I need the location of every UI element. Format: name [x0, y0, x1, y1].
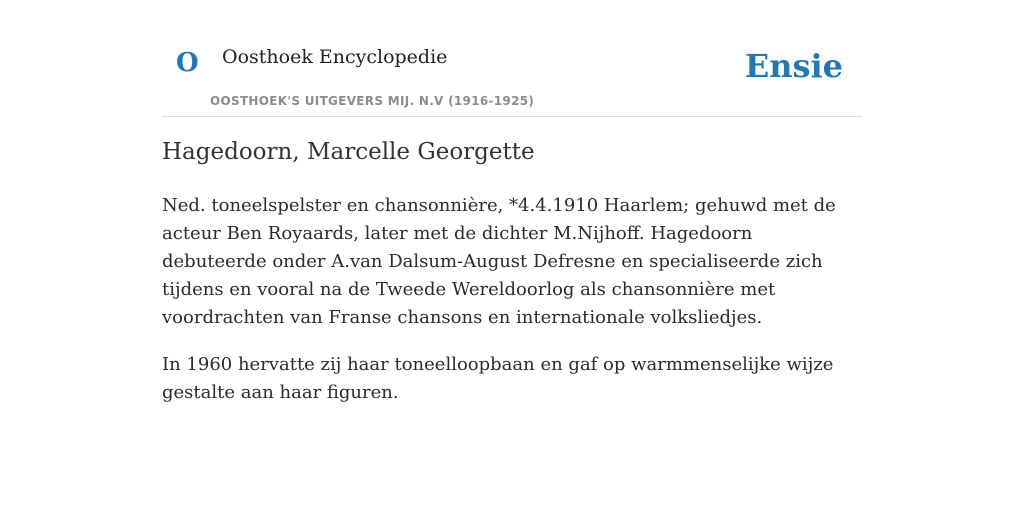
publisher-label: OOSTHOEK'S UITGEVERS MIJ. N.V (1916-1925) [210, 94, 535, 108]
entry-body [162, 192, 862, 426]
ensie-brand-link[interactable]: Ensie [744, 47, 843, 85]
entry-title: Hagedoorn, Marcelle Georgette [162, 139, 535, 165]
source-header [162, 0, 862, 117]
source-logo[interactable]: O [176, 48, 199, 78]
entry-paragraph: In 1960 hervatte zij haar toneelloopbaan en gaf op warmmenselijke wijze gestalte aan haar figuren. [162, 354, 834, 403]
page-container [162, 0, 862, 403]
entry-paragraph: Ned. toneelspelster en chansonnière, *4.4.1910 Haarlem; gehuwd met de acteur Ben Royaards, later met de dichter M.Nijhoff. Hagedoorn debuteerde onder A.van Dalsum-August Defresne en specialiseerde zich tijdens en vooral na de Tweede Wereldoorlog als chansonnière met voordrachten van Franse chansons en internationale volksliedjes. [162, 195, 836, 328]
source-title[interactable]: Oosthoek Encyclopedie [222, 46, 448, 68]
